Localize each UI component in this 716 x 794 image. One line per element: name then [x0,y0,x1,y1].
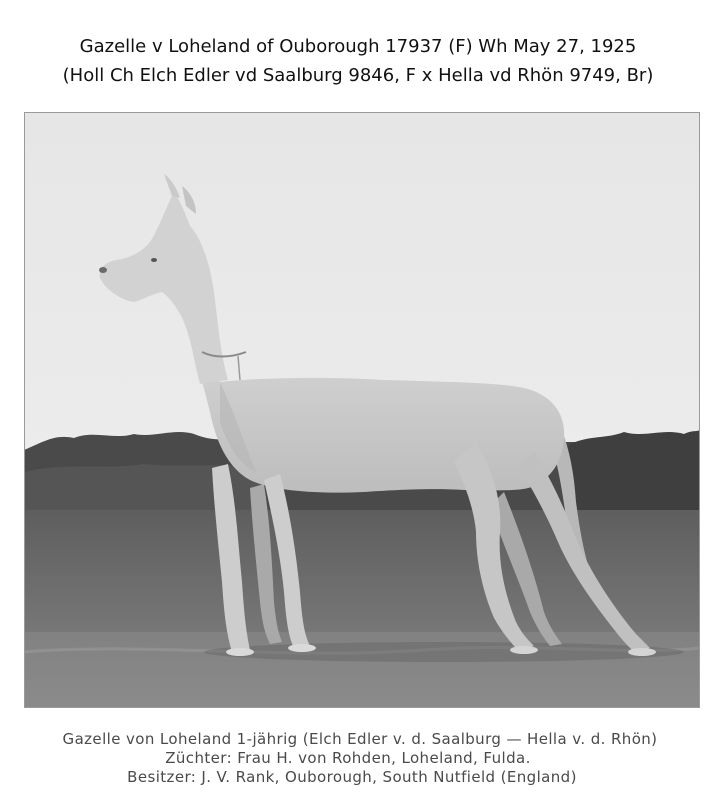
title-block [0,32,716,90]
caption-block [0,730,716,787]
caption-line-3: Besitzer: J. V. Rank, Ouborough, South Nutfield (England) [127,768,577,786]
title-line-1: Gazelle v Loheland of Ouborough 17937 (F) Wh May 27, 1925 [79,36,637,57]
title-line-2: (Holl Ch Elch Edler vd Saalburg 9846, F x Hella vd Rhön 9749, Br) [62,65,654,86]
caption-line-1: Gazelle von Loheland 1-jährig (Elch Edler v. d. Saalburg — Hella v. d. Rhön) [62,730,658,748]
caption-line-2: Züchter: Frau H. von Rohden, Loheland, Fulda. [165,749,531,767]
dog-photograph [24,112,700,708]
